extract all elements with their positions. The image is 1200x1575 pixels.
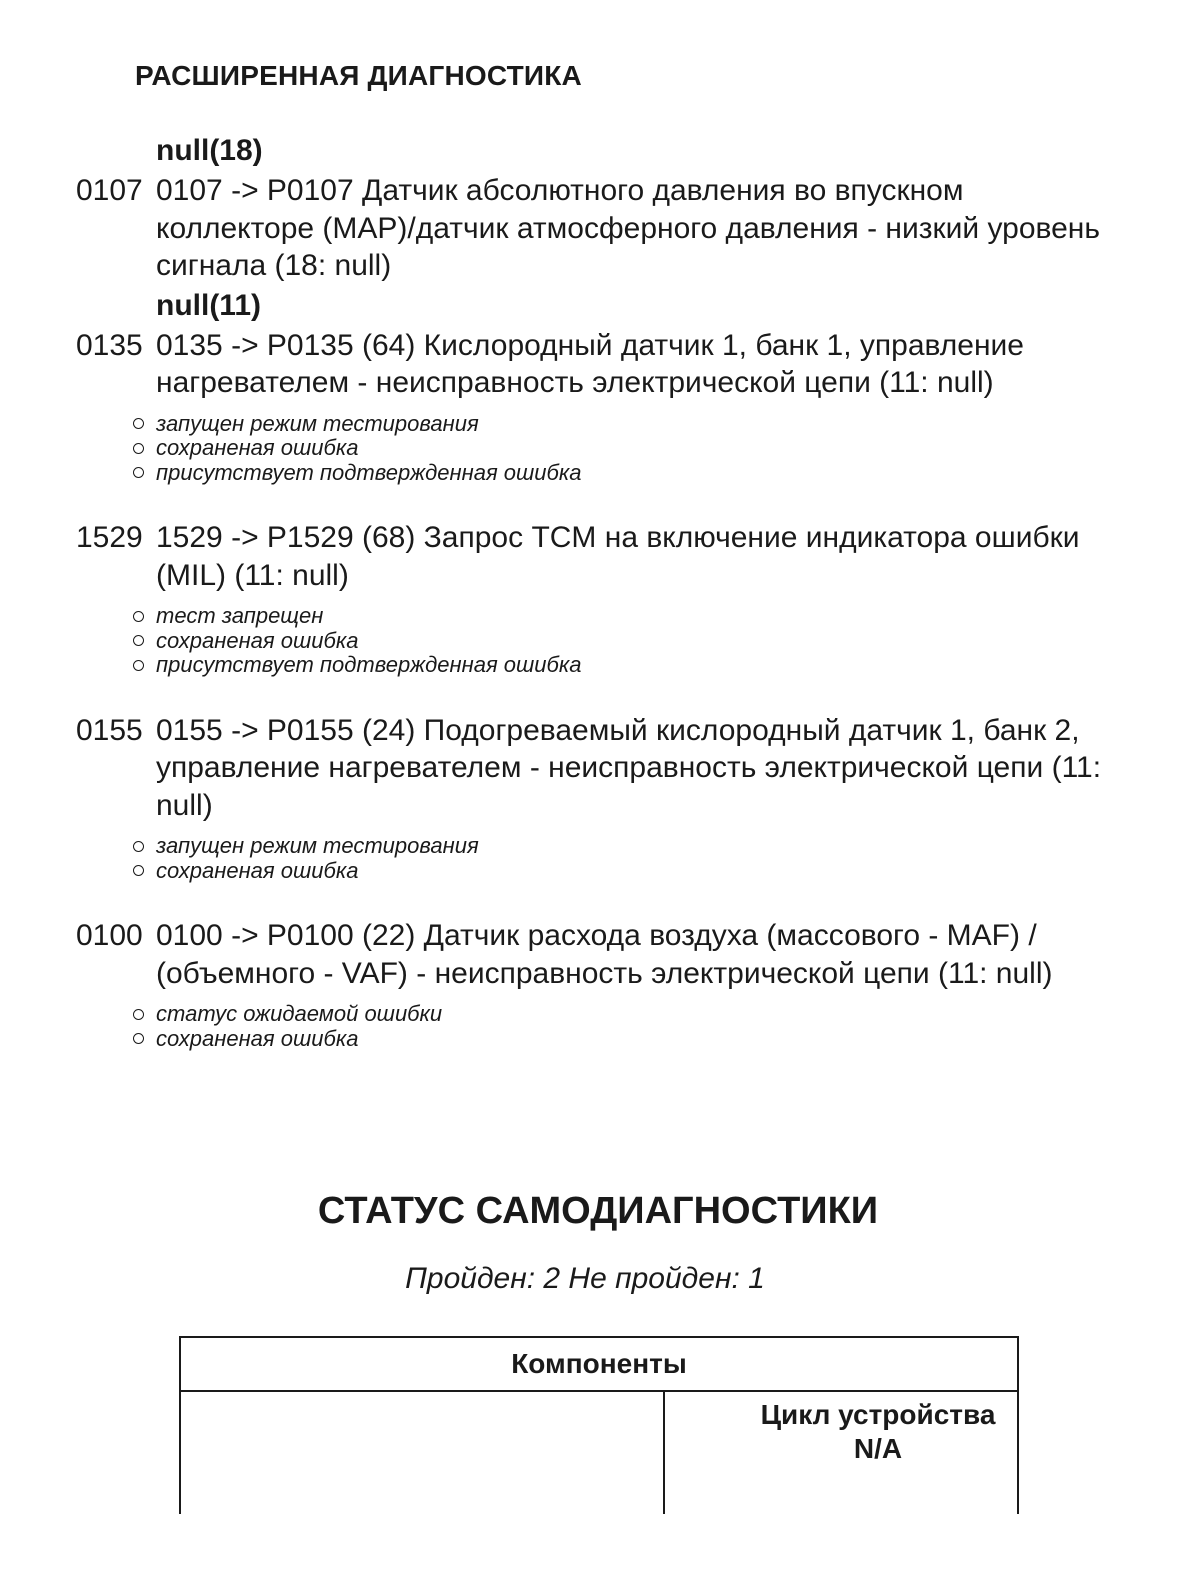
circle-bullet-icon [133, 865, 144, 876]
circle-bullet-icon [133, 467, 144, 478]
status-item [133, 604, 1200, 629]
status-item [133, 653, 1200, 678]
dtc-code: 0155 [76, 713, 143, 747]
dtc-code: 0100 [76, 919, 143, 952]
table-cell-empty [180, 1391, 664, 1514]
status-item [133, 412, 1200, 437]
dtc-entry [0, 712, 1200, 825]
status-text: статус ожидаемой ошибки [156, 1001, 443, 1026]
circle-bullet-icon [133, 443, 144, 454]
status-text: присутствует подтвержденная ошибка [156, 652, 582, 677]
dtc-entry [0, 917, 1200, 992]
status-text: тест запрещен [156, 603, 324, 628]
status-item [133, 629, 1200, 654]
dtc-description: 0107 -> P0107 Датчик абсолютного давления во впускном коллекторе (MAP)/датчик атмосферного давления - низкий уровень сигнала (18: null) [156, 174, 1100, 282]
dtc-code: 0135 [76, 328, 143, 362]
status-item [133, 1027, 1200, 1052]
group-title: null(11) [156, 288, 262, 322]
group-title: null(18) [156, 134, 263, 167]
table-cell-cycle [664, 1391, 1018, 1514]
extended-diagnostics-title: РАСШИРЕННАЯ ДИАГНОСТИКА [135, 60, 582, 91]
status-list [0, 834, 1200, 883]
cycle-label: Цикл устройства [760, 1399, 996, 1430]
cycle-value: N/A [853, 1433, 903, 1464]
circle-bullet-icon [133, 841, 144, 852]
status-text: сохраненая ошибка [156, 435, 359, 460]
status-text: сохраненая ошибка [156, 857, 359, 883]
circle-bullet-icon [133, 1009, 144, 1020]
circle-bullet-icon [133, 418, 144, 429]
selftest-title [0, 1190, 1200, 1233]
table-header-components: Компоненты [180, 1337, 1018, 1391]
selftest-title-text: СТАТУС САМОДИАГНОСТИКИ [317, 1190, 879, 1232]
dtc-code: 1529 [76, 521, 143, 554]
status-text: присутствует подтвержденная ошибка [156, 459, 582, 485]
status-text: сохраненая ошибка [156, 627, 359, 653]
dtc-code: 0107 [76, 174, 143, 207]
status-item [133, 436, 1200, 461]
status-list [0, 1002, 1200, 1051]
status-text: запущен режим тестирования [156, 833, 479, 858]
circle-bullet-icon [133, 611, 144, 622]
status-text: запущен режим тестирования [156, 410, 479, 436]
circle-bullet-icon [133, 635, 144, 646]
dtc-description: 0135 -> P0135 (64) Кислородный датчик 1, банк 1, управление нагревателем - неисправность электрической цепи (11: null) [156, 328, 1024, 399]
status-list [0, 604, 1200, 678]
dtc-entry [0, 327, 1200, 402]
dtc-description: 0100 -> P0100 (22) Датчик расхода воздуха (массового - MAF) / (объемного - VAF) - неисправность электрической цепи (11: null) [156, 919, 1053, 990]
status-text: сохраненая ошибка [156, 1025, 359, 1051]
dtc-entry [0, 172, 1200, 285]
dtc-list [0, 132, 1200, 1051]
status-list [0, 412, 1200, 486]
status-item [133, 834, 1200, 859]
dtc-entry [0, 519, 1200, 594]
circle-bullet-icon [133, 660, 144, 671]
circle-bullet-icon [133, 1033, 144, 1044]
status-item [133, 859, 1200, 884]
status-item [133, 461, 1200, 486]
components-table [179, 1336, 1019, 1514]
status-item [133, 1002, 1200, 1027]
selftest-summary: Пройден: 2 Не пройден: 1 [405, 1262, 765, 1295]
dtc-description: 0155 -> P0155 (24) Подогреваемый кислородный датчик 1, банк 2, управление нагревателем - неисправность электрической цепи (11: null) [156, 713, 1102, 822]
dtc-description: 1529 -> P1529 (68) Запрос TCM на включение индикатора ошибки (MIL) (11: null) [156, 521, 1080, 592]
table-row [180, 1391, 1018, 1514]
